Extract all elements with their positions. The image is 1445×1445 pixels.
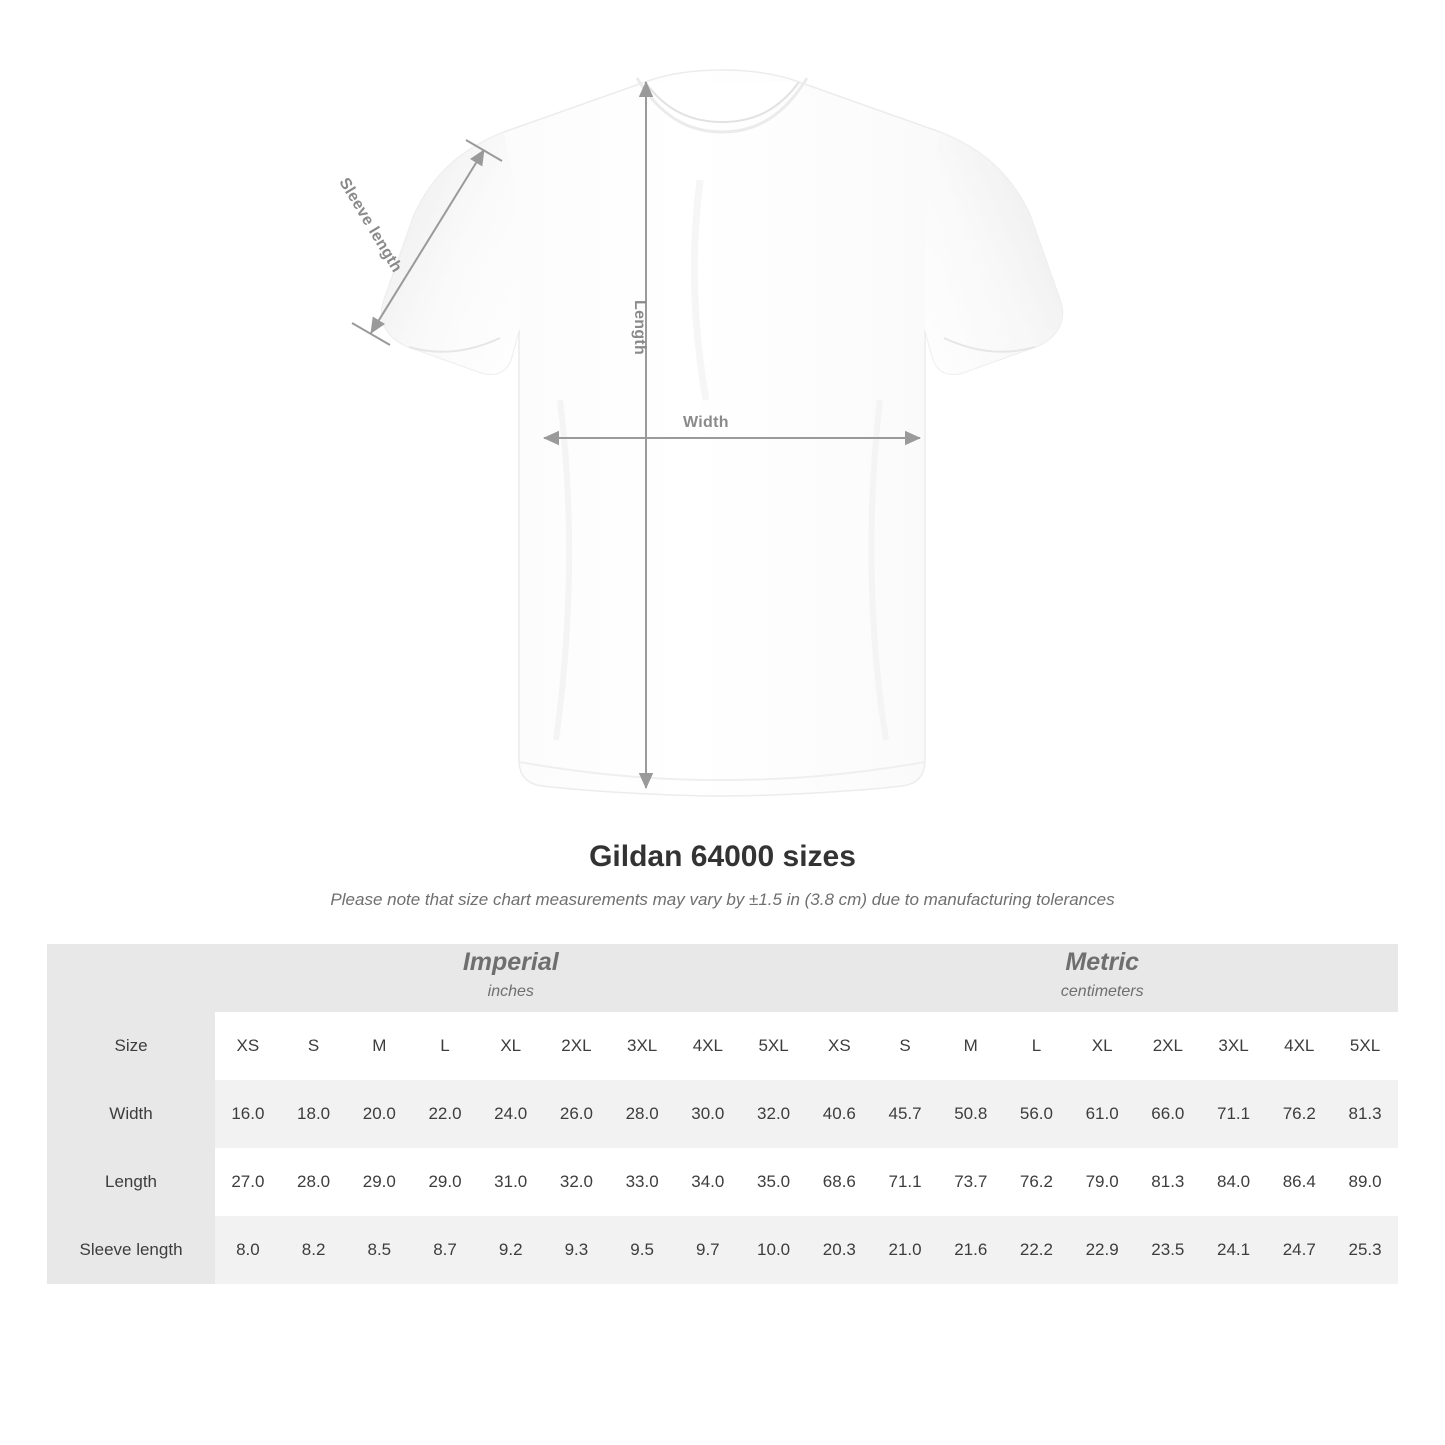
size-table xyxy=(47,944,1398,1284)
unit-imperial-name: Imperial xyxy=(462,948,559,977)
cell-length: 79.0 xyxy=(1069,1148,1135,1216)
size-header-cell: M xyxy=(346,1012,412,1080)
unit-metric-sub: centimeters xyxy=(1060,983,1144,1001)
cell-length: 84.0 xyxy=(1201,1148,1267,1216)
length-label: Length xyxy=(631,300,648,356)
size-header-cell: XL xyxy=(478,1012,544,1080)
cell-sleeve-length: 24.7 xyxy=(1266,1216,1332,1284)
cell-length: 71.1 xyxy=(872,1148,938,1216)
cell-length: 27.0 xyxy=(215,1148,281,1216)
cell-length: 29.0 xyxy=(346,1148,412,1216)
cell-width: 30.0 xyxy=(675,1080,741,1148)
size-header-cell: 3XL xyxy=(609,1012,675,1080)
cell-width: 66.0 xyxy=(1135,1080,1201,1148)
size-header-cell: S xyxy=(872,1012,938,1080)
cell-sleeve-length: 8.5 xyxy=(346,1216,412,1284)
unit-imperial-sub: inches xyxy=(487,983,534,1001)
size-header-cell: 3XL xyxy=(1201,1012,1267,1080)
cell-length: 31.0 xyxy=(478,1148,544,1216)
size-header-cell: XS xyxy=(215,1012,281,1080)
cell-width: 76.2 xyxy=(1266,1080,1332,1148)
cell-width: 61.0 xyxy=(1069,1080,1135,1148)
cell-length: 81.3 xyxy=(1135,1148,1201,1216)
cell-length: 73.7 xyxy=(938,1148,1004,1216)
cell-sleeve-length: 9.3 xyxy=(544,1216,610,1284)
cell-sleeve-length: 25.3 xyxy=(1332,1216,1398,1284)
tshirt-shape xyxy=(382,70,1063,796)
sleeve-length-label: Sleeve length xyxy=(335,175,406,276)
size-header-cell: XS xyxy=(806,1012,872,1080)
cell-length: 33.0 xyxy=(609,1148,675,1216)
cell-width: 81.3 xyxy=(1332,1080,1398,1148)
table-row xyxy=(47,1080,1398,1148)
size-header-cell: 2XL xyxy=(1135,1012,1201,1080)
size-header-cell: 2XL xyxy=(544,1012,610,1080)
cell-width: 71.1 xyxy=(1201,1080,1267,1148)
cell-length: 68.6 xyxy=(806,1148,872,1216)
size-header-cell: 5XL xyxy=(741,1012,807,1080)
size-header-cell: L xyxy=(1004,1012,1070,1080)
unit-header-row xyxy=(47,944,1398,1012)
cell-sleeve-length: 8.2 xyxy=(281,1216,347,1284)
size-header-cell: 5XL xyxy=(1332,1012,1398,1080)
size-corner-label: Size xyxy=(47,1012,215,1080)
cell-width: 18.0 xyxy=(281,1080,347,1148)
cell-sleeve-length: 21.6 xyxy=(938,1216,1004,1284)
row-label-width: Width xyxy=(47,1080,215,1148)
width-label: Width xyxy=(683,414,729,431)
cell-length: 28.0 xyxy=(281,1148,347,1216)
unit-imperial xyxy=(215,944,806,1012)
cell-sleeve-length: 9.2 xyxy=(478,1216,544,1284)
size-header-cell: L xyxy=(412,1012,478,1080)
size-header-row xyxy=(47,1012,1398,1080)
unit-metric xyxy=(806,944,1398,1012)
cell-sleeve-length: 23.5 xyxy=(1135,1216,1201,1284)
cell-width: 56.0 xyxy=(1004,1080,1070,1148)
cell-width: 26.0 xyxy=(544,1080,610,1148)
size-header-cell: 4XL xyxy=(1266,1012,1332,1080)
cell-sleeve-length: 10.0 xyxy=(741,1216,807,1284)
size-header-cell: 4XL xyxy=(675,1012,741,1080)
cell-sleeve-length: 24.1 xyxy=(1201,1216,1267,1284)
cell-width: 24.0 xyxy=(478,1080,544,1148)
cell-width: 50.8 xyxy=(938,1080,1004,1148)
cell-width: 20.0 xyxy=(346,1080,412,1148)
measurement-note: Please note that size chart measurements may vary by ±1.5 in (3.8 cm) due to manufacturing tolerances xyxy=(330,890,1115,909)
size-header-cell: S xyxy=(281,1012,347,1080)
cell-length: 29.0 xyxy=(412,1148,478,1216)
cell-length: 32.0 xyxy=(544,1148,610,1216)
size-header-cell: XL xyxy=(1069,1012,1135,1080)
row-label-sleeve-length: Sleeve length xyxy=(47,1216,215,1284)
cell-length: 89.0 xyxy=(1332,1148,1398,1216)
cell-sleeve-length: 22.9 xyxy=(1069,1216,1135,1284)
cell-length: 76.2 xyxy=(1004,1148,1070,1216)
table-row xyxy=(47,1216,1398,1284)
cell-width: 22.0 xyxy=(412,1080,478,1148)
cell-sleeve-length: 9.7 xyxy=(675,1216,741,1284)
cell-width: 32.0 xyxy=(741,1080,807,1148)
cell-width: 45.7 xyxy=(872,1080,938,1148)
cell-sleeve-length: 9.5 xyxy=(609,1216,675,1284)
page-title: Gildan 64000 sizes xyxy=(589,840,856,873)
cell-width: 40.6 xyxy=(806,1080,872,1148)
unit-header-corner xyxy=(47,944,215,1012)
cell-length: 86.4 xyxy=(1266,1148,1332,1216)
cell-length: 35.0 xyxy=(741,1148,807,1216)
cell-sleeve-length: 21.0 xyxy=(872,1216,938,1284)
cell-length: 34.0 xyxy=(675,1148,741,1216)
size-header-cell: M xyxy=(938,1012,1004,1080)
unit-metric-name: Metric xyxy=(1065,948,1140,977)
size-table-wrapper xyxy=(47,944,1398,1284)
row-label-length: Length xyxy=(47,1148,215,1216)
table-row xyxy=(47,1148,1398,1216)
cell-width: 16.0 xyxy=(215,1080,281,1148)
cell-width: 28.0 xyxy=(609,1080,675,1148)
cell-sleeve-length: 22.2 xyxy=(1004,1216,1070,1284)
cell-sleeve-length: 8.7 xyxy=(412,1216,478,1284)
cell-sleeve-length: 8.0 xyxy=(215,1216,281,1284)
cell-sleeve-length: 20.3 xyxy=(806,1216,872,1284)
